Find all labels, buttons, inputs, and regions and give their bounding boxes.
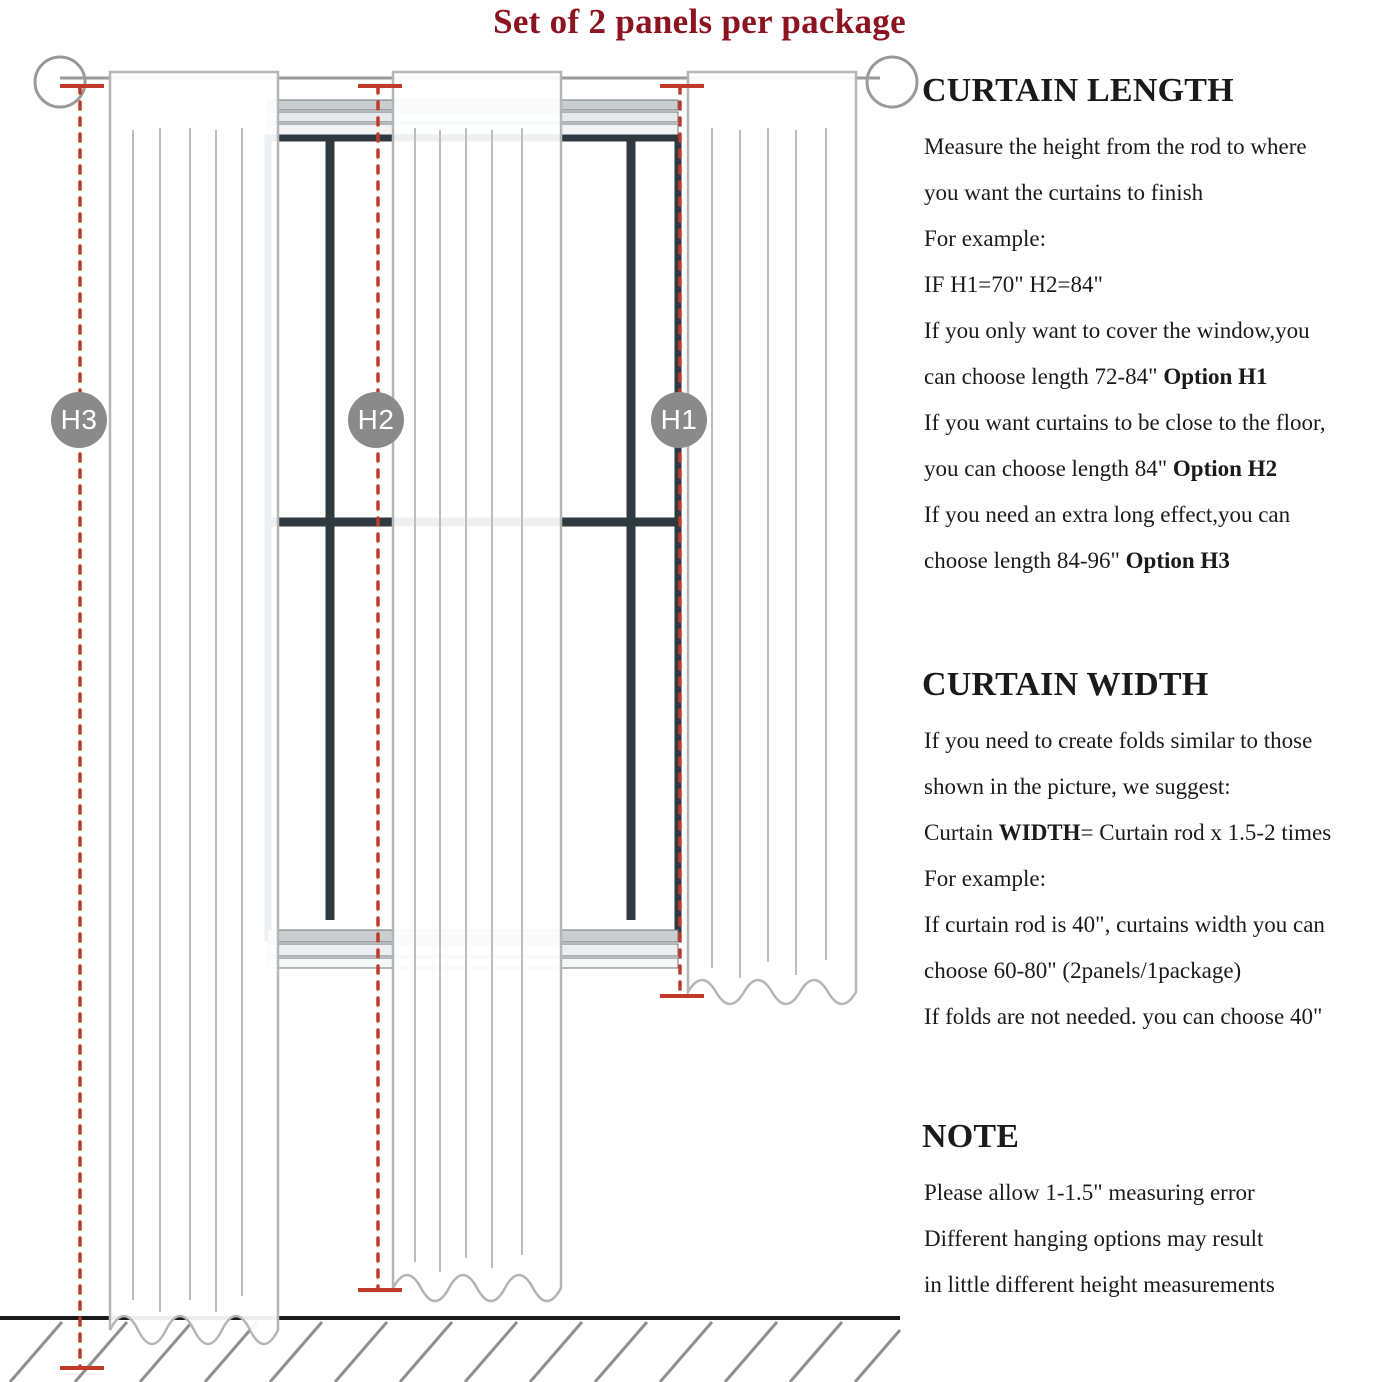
option-h2-text: you can choose length 84"	[924, 456, 1173, 481]
curtain-panel-h3	[110, 72, 278, 1344]
measure-label-h1: H1	[651, 392, 707, 448]
floor	[0, 1318, 900, 1382]
curtain-length-example-values: IF H1=70" H2=84"	[924, 272, 1103, 297]
measure-label-h2: H2	[348, 392, 404, 448]
curtain-length-heading: CURTAIN LENGTH	[922, 72, 1234, 109]
option-h2-line-1: If you want curtains to be close to the floor,	[924, 410, 1326, 435]
note-line-2: Different hanging options may result	[924, 1226, 1264, 1251]
section-spacer-2	[922, 1040, 1392, 1118]
width-formula-suffix: = Curtain rod x 1.5-2 times	[1080, 820, 1332, 845]
note-line-1: Please allow 1-1.5" measuring error	[924, 1180, 1255, 1205]
option-h1-line-2	[922, 354, 1392, 400]
curtain-width-line-2: shown in the picture, we suggest:	[924, 774, 1231, 799]
option-h3-line-1: If you need an extra long effect,you can	[924, 502, 1291, 527]
curtain-width-line-4: For example:	[924, 866, 1046, 891]
option-h2-line-2	[922, 446, 1392, 492]
section-curtain-width	[922, 666, 1392, 1040]
curtain-length-line-1: Measure the height from the rod to where	[924, 134, 1307, 159]
measure-label-h3: H3	[51, 392, 107, 448]
width-formula-prefix: Curtain	[924, 820, 999, 845]
curtain-width-line-6: choose 60-80" (2panels/1package)	[924, 958, 1242, 983]
measure-line-h3	[60, 86, 104, 1368]
section-note	[922, 1118, 1392, 1308]
curtain-width-line-1: If you need to create folds similar to those	[924, 728, 1313, 753]
curtain-width-heading: CURTAIN WIDTH	[922, 666, 1209, 703]
option-h3-label: Option H3	[1125, 548, 1230, 573]
curtain-panel-h2	[393, 72, 561, 1301]
note-line-3: in little different height measurements	[924, 1272, 1275, 1297]
option-h3-line-2	[922, 538, 1392, 584]
section-spacer-1	[922, 584, 1392, 666]
instructions-column	[922, 72, 1392, 1308]
option-h2-label: Option H2	[1172, 456, 1278, 481]
curtain-length-line-2: you want the curtains to finish	[924, 180, 1204, 205]
option-h1-text: can choose length 72-84"	[924, 364, 1164, 389]
section-curtain-length	[922, 72, 1392, 584]
option-h1-label: Option H1	[1163, 364, 1268, 389]
width-formula-keyword: WIDTH	[998, 820, 1081, 845]
option-h3-text: choose length 84-96"	[924, 548, 1126, 573]
page-title: Set of 2 panels per package	[493, 2, 906, 41]
curtain-width-line-7: If folds are not needed. you can choose 40"	[924, 1004, 1323, 1029]
curtain-width-formula	[922, 810, 1392, 856]
option-h1-line-1: If you only want to cover the window,you	[924, 318, 1310, 343]
curtain-length-line-3: For example:	[924, 226, 1046, 251]
curtain-panel-h1	[688, 72, 856, 1004]
curtain-width-line-5: If curtain rod is 40", curtains width you can	[924, 912, 1325, 937]
note-heading: NOTE	[922, 1118, 1020, 1155]
